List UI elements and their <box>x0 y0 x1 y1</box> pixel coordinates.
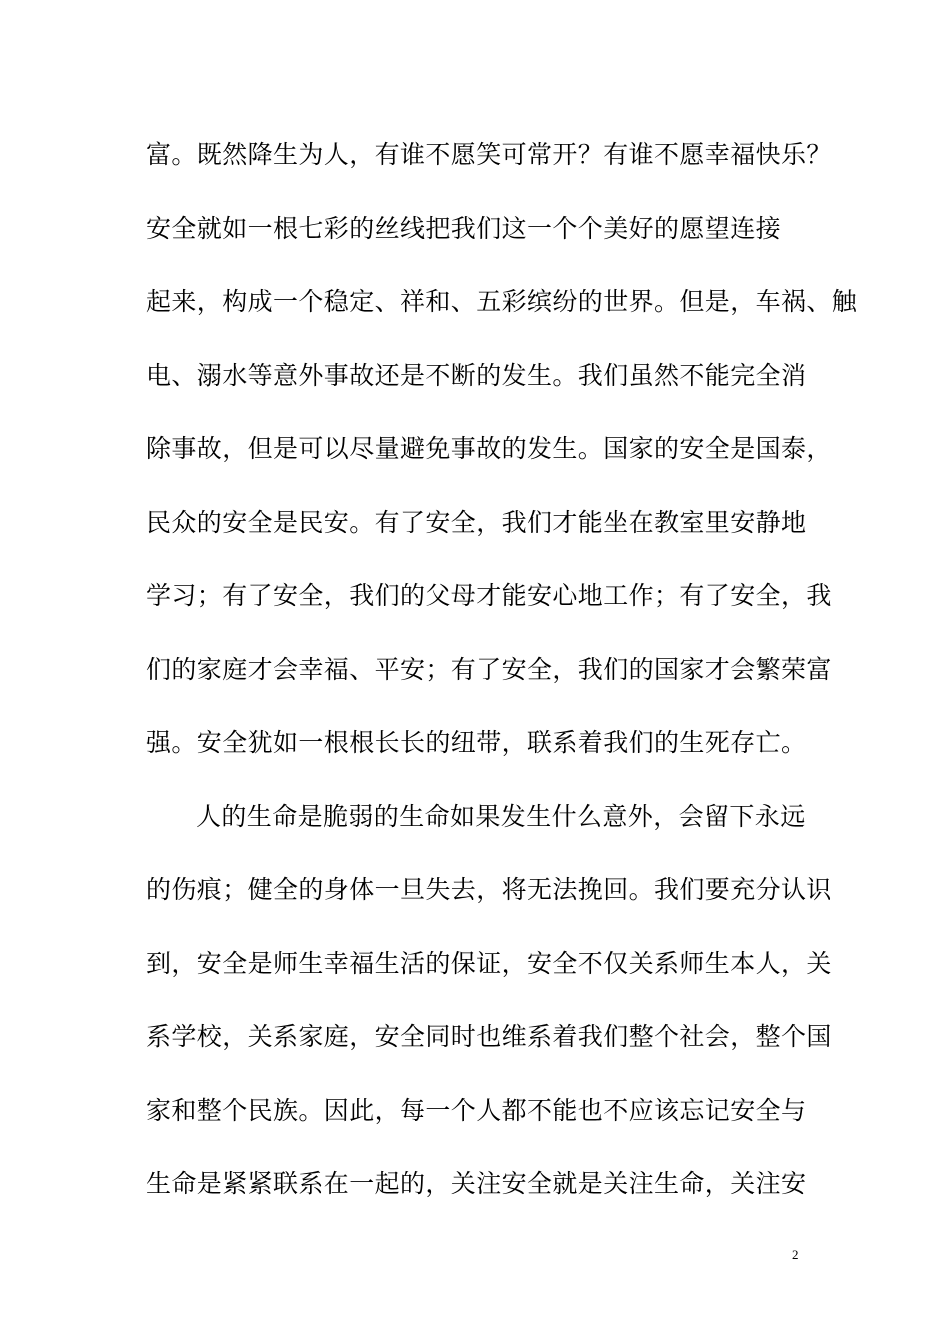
text-line: 富。既然降生为人，有谁不愿笑可常开？有谁不愿幸福快乐？ <box>146 140 832 169</box>
text-line: 强。安全犹如一根根长长的纽带，联系着我们的生死存亡。 <box>146 728 807 757</box>
text-line: 生命是紧紧联系在一起的，关注安全就是关注生命，关注安 <box>146 1169 807 1198</box>
page-number: 2 <box>792 1247 799 1262</box>
text-line: 除事故，但是可以尽量避免事故的发生。国家的安全是国泰， <box>146 434 832 463</box>
text-line: 家和整个民族。因此，每一个人都不能也不应该忘记安全与 <box>146 1095 807 1125</box>
text-line: 电、溺水等意外事故还是不断的发生。我们虽然不能完全消 <box>146 360 807 390</box>
text-line: 民众的安全是民安。有了安全，我们才能坐在教室里安静地 <box>146 507 807 537</box>
body-text <box>146 126 858 1229</box>
text-line: 学习；有了安全，我们的父母才能安心地工作；有了安全，我 <box>146 581 832 610</box>
text-line: 系学校，关系家庭，安全同时也维系着我们整个社会，整个国 <box>146 1022 832 1051</box>
text-line: 安全就如一根七彩的丝线把我们这一个个美好的愿望连接 <box>146 213 782 243</box>
text-line: 们的家庭才会幸福、平安；有了安全，我们的国家才会繁荣富 <box>146 654 832 684</box>
text-line: 起来，构成一个稳定、祥和、五彩缤纷的世界。但是，车祸、触 <box>146 287 858 316</box>
paragraph-start-line: 人的生命是脆弱的生命如果发生什么意外，会留下永远 <box>196 801 806 831</box>
text-line: 的伤痕；健全的身体一旦失去，将无法挽回。我们要充分认识 <box>146 875 832 904</box>
text-line: 到，安全是师生幸福生活的保证，安全不仅关系师生本人，关 <box>146 948 832 978</box>
